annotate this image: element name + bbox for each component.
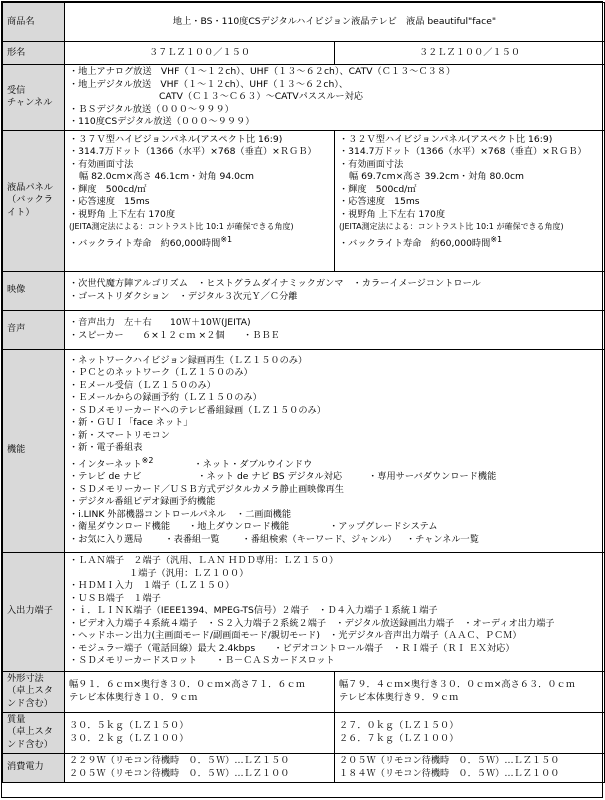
function-line: ・ＳＤメモリーカード／ＵＳＢ方式デジタルカメラ静止画映像再生 (69, 483, 344, 495)
io-line: ・ヘッドホーン出力(主画面モード/副画面モード/親切モード) ・光デジタル音声出力端子（ＡＡＣ、ＰＣＭ） (69, 630, 522, 642)
function-line (69, 471, 600, 484)
power-line: ２２９Ｗ（リモコン待機時 ０．５Ｗ）…ＬＺ１５０ (69, 755, 290, 766)
function-line: ・新・ＧＵＩ「face ネット」 (69, 417, 193, 429)
function-line: ・Ｅメール受信（ＬＺ１５０のみ） (69, 379, 216, 391)
function-line: ・ネットワークハイビジョン録画再生（ＬＺ１５０のみ） (69, 354, 308, 366)
label-panel (3, 130, 65, 271)
label-model: 形名 (3, 42, 65, 65)
power-line: ２０５Ｗ（リモコン待機時 ０．５Ｗ）…ＬＺ１００ (69, 767, 290, 779)
panel-line: 幅 69.7cm×高さ 39.2cm・対角 80.0cm (349, 171, 524, 182)
panel-line (339, 234, 600, 251)
function-item: ・地上ダウンロード機能 (188, 521, 290, 533)
label-functions: 機能 (3, 349, 65, 552)
io-line: ・ＨＤＭＩ入力 １端子（ＬＺ１５０） (69, 580, 235, 592)
row-weight (3, 712, 605, 753)
power-32 (335, 753, 605, 782)
io-line: ・ビデオ入力端子４系統４端子 ・Ｓ２入力端子２系統２端子 ・デジタル放送録画出力端子 ・オーディオ出力端子 (69, 617, 555, 629)
label-tuner (3, 65, 65, 131)
dimension-line: テレビ本体奥行き９．９ｃｍ (339, 691, 459, 703)
tuner-line: ・地上デジタル放送 VHF（１～１２ch）、UHF（１３～６２ch）、 (69, 78, 349, 90)
functions-list (65, 349, 605, 552)
footnote-mark: ※2 (141, 455, 154, 465)
model-37: ３７ＬＺ１００／１５０ (65, 42, 335, 65)
label-product-name: 商品名 (3, 3, 65, 42)
footnote-mark: ※1 (220, 234, 233, 244)
function-item: ・アップグレードシステム (329, 521, 438, 533)
label-weight (3, 712, 65, 753)
label-dimensions (3, 671, 65, 712)
io-line: ・モジュラー端子（電話回線）最大 2.4kbps ・ビデオコントロール端子 ・ＲＩ端子（ＲＩ ＥＸ対応） (69, 642, 515, 654)
row-product-name (3, 3, 605, 42)
function-line: ・新・電子番組表 (69, 442, 143, 454)
function-item: ・衛星ダウンロード機能 (69, 521, 171, 533)
power-line: １８４Ｗ（リモコン待機時 ０．５Ｗ）…ＬＺ１００ (339, 767, 560, 779)
panel-line: ・３７Ｖ型ハイビジョンパネル(アスペクト比 16:9) (69, 133, 283, 145)
tuner-line: ・110度CSデジタル放送（０００～９９９） (69, 116, 255, 127)
panel-line: 幅 82.0cm×高さ 46.1cm・対角 94.0cm (79, 171, 254, 182)
label-tuner-text: 受信 チャンネル (7, 84, 53, 109)
backlight-text: ・バックライト寿命 約60,000時間 (69, 237, 221, 249)
dimensions-32 (335, 671, 605, 712)
function-line (69, 455, 600, 472)
spec-table (2, 2, 605, 783)
panel-line: ・輝度 500cd/㎡ (69, 183, 147, 195)
dimension-line: 幅７９．４ｃｍ×奥行き３０．０ｃｍ×高さ６３．０ｃｍ (339, 679, 575, 690)
function-line (69, 534, 600, 547)
function-line: ・デジタル番組ビデオ録画予約機能 (69, 496, 216, 508)
weight-line: ２６．７ｋｇ（ＬＺ１００） (339, 732, 459, 744)
io-list (65, 552, 605, 671)
label-video: 映像 (3, 271, 65, 310)
panel-line: (JEITA測定法による：コントラスト比 10:1 が確保できる角度) (339, 222, 564, 231)
panel-line: ・視野角 上下左右 170度 (339, 208, 446, 220)
dimensions-37 (65, 671, 335, 712)
panel-line: ・314.7万ドット（1366（水平）×768（垂直）×ＲＧＢ） (69, 146, 317, 157)
io-line: １端子（汎用：ＬＺ１００） (129, 567, 249, 579)
io-line: ・ｉ．ＬＩＮＫ端子（IEEE1394、MPEG-TS信号）２端子 ・Ｄ４入力端子１系統１端子 (69, 605, 438, 617)
dimension-line: 幅９１．６ｃｍ×奥行き３０．０ｃｍ×高さ７１．６ｃｍ (69, 679, 305, 690)
spec-sheet (1, 1, 603, 798)
row-video (3, 271, 605, 310)
label-io: 入出力端子 (3, 552, 65, 671)
label-weight-text: 質量 （卓上スタンド含む） (7, 713, 53, 750)
tuner-line: ・ＢＳデジタル放送（０００～９９９） (69, 103, 234, 115)
function-item: ・専用サーバダウンロード機能 (368, 471, 497, 483)
panel-line (69, 234, 330, 251)
row-model (3, 42, 605, 65)
io-line: ・ＬＡＮ端子 ２端子（汎用、ＬＡＮ ＨＤＤ専用：ＬＺ１５０） (69, 555, 339, 567)
audio-line: ・音声出力 左＋右 10Ｗ＋10Ｗ(JEITA) (69, 317, 251, 328)
function-item: ・二画面機能 (235, 508, 292, 520)
label-panel-text: 液晶パネル （バックライト） (7, 181, 53, 218)
function-line: ・ＳＤメモリーカードへのテレビ番組録画（ＬＺ１５０のみ） (69, 404, 326, 416)
label-dimensions-text: 外形寸法 （卓上スタンド含む） (7, 672, 53, 709)
panel-line: ・応答速度 15ms (339, 196, 420, 207)
panel-32 (335, 130, 605, 271)
io-line: ・ＵＳＢ端子 １端子 (69, 592, 161, 604)
audio-line: ・スピーカー ６×１２ｃｍ ×２個 ・ＢＢＥ (69, 329, 280, 341)
tuner-line: ・地上アナログ放送 VHF（１～１２ch）、UHF（１３～６２ch）、CATV（Ｃ１３～Ｃ３８） (69, 66, 456, 77)
power-37 (65, 753, 335, 782)
label-power: 消費電力 (3, 753, 65, 782)
video-line: ・次世代魔方陣アルゴリズム ・ヒストグラムダイナミックガンマ ・カラーイメージコントロール (69, 278, 481, 289)
function-line (69, 509, 600, 522)
tuner-list (65, 65, 605, 131)
dimension-line: テレビ本体奥行き１０．９ｃｍ (69, 691, 198, 703)
panel-line: ・314.7万ドット（1366（水平）×768（垂直）×ＲＧＢ） (339, 146, 587, 157)
function-item: ・テレビ de ナビ (69, 471, 142, 483)
row-power (3, 753, 605, 782)
io-line: ・ＳＤメモリーカードスロット ・Ｂ－ＣＡＳカードスロット (69, 655, 335, 667)
function-item: ・チャンネル一覧 (405, 533, 479, 545)
panel-line: (JEITA測定法による：コントラスト比 10:1 が確保できる角度) (69, 222, 294, 231)
panel-line: ・３２Ｖ型ハイビジョンパネル(アスペクト比 16:9) (339, 133, 553, 145)
row-audio (3, 310, 605, 349)
function-item: ・ネット de ナビ BS デジタル対応 (197, 471, 343, 483)
label-audio: 音声 (3, 310, 65, 349)
panel-line: ・輝度 500cd/㎡ (339, 183, 417, 195)
panel-line: ・視野角 上下左右 170度 (69, 208, 176, 220)
function-item: ・番組検索（キーワード、ジャンル） (241, 533, 392, 545)
function-item: ・お気に入り選局 (69, 533, 143, 545)
function-line (69, 521, 600, 534)
panel-line: ・有効画面寸法 (69, 158, 134, 170)
function-line: ・ＰＣとのネットワーク（ＬＺ１５０のみ） (69, 367, 253, 379)
audio-list (65, 310, 605, 349)
function-item: ・表番組一覧 (164, 533, 220, 545)
video-list (65, 271, 605, 310)
weight-32 (335, 712, 605, 753)
model-32: ３２ＬＺ１００／１５０ (335, 42, 605, 65)
backlight-text: ・バックライト寿命 約60,000時間 (339, 237, 491, 249)
net-double-window-item: ・ネット・ダブルウインドウ (193, 458, 313, 470)
panel-line: ・応答速度 15ms (69, 196, 150, 207)
row-dimensions (3, 671, 605, 712)
power-line: ２０５Ｗ（リモコン待機時 ０．５Ｗ）…ＬＺ１５０ (339, 755, 560, 766)
function-line: ・Ｅメールからの録画予約（ＬＺ１５０のみ） (69, 392, 262, 404)
product-name: 地上・BS・110度CSデジタルハイビジョン液晶テレビ 液晶 beautiful"face" (65, 3, 605, 42)
tuner-line: CATV（Ｃ１３～Ｃ６３）～CATVパススルー対応 (159, 91, 363, 102)
weight-37 (65, 712, 335, 753)
function-line: ・新・スマートリモコン (69, 429, 170, 441)
row-functions (3, 349, 605, 552)
weight-line: ３０．２ｋｇ（ＬＺ１００） (69, 732, 189, 744)
panel-line: ・有効画面寸法 (339, 158, 404, 170)
row-tuner (3, 65, 605, 131)
row-panel (3, 130, 605, 271)
weight-line: ３０．５ｋｇ（ＬＺ１５０） (69, 720, 189, 731)
footnote-mark: ※1 (490, 234, 503, 244)
function-item: ・i.LINK 外部機器コントロールパネル (69, 508, 226, 520)
internet-item: ・インターネット (69, 458, 142, 470)
row-io (3, 552, 605, 671)
video-line: ・ゴーストリダクション ・デジタル３次元Ｙ／Ｃ分離 (69, 290, 298, 302)
weight-line: ２７．０ｋｇ（ＬＺ１５０） (339, 720, 459, 731)
panel-37 (65, 130, 335, 271)
